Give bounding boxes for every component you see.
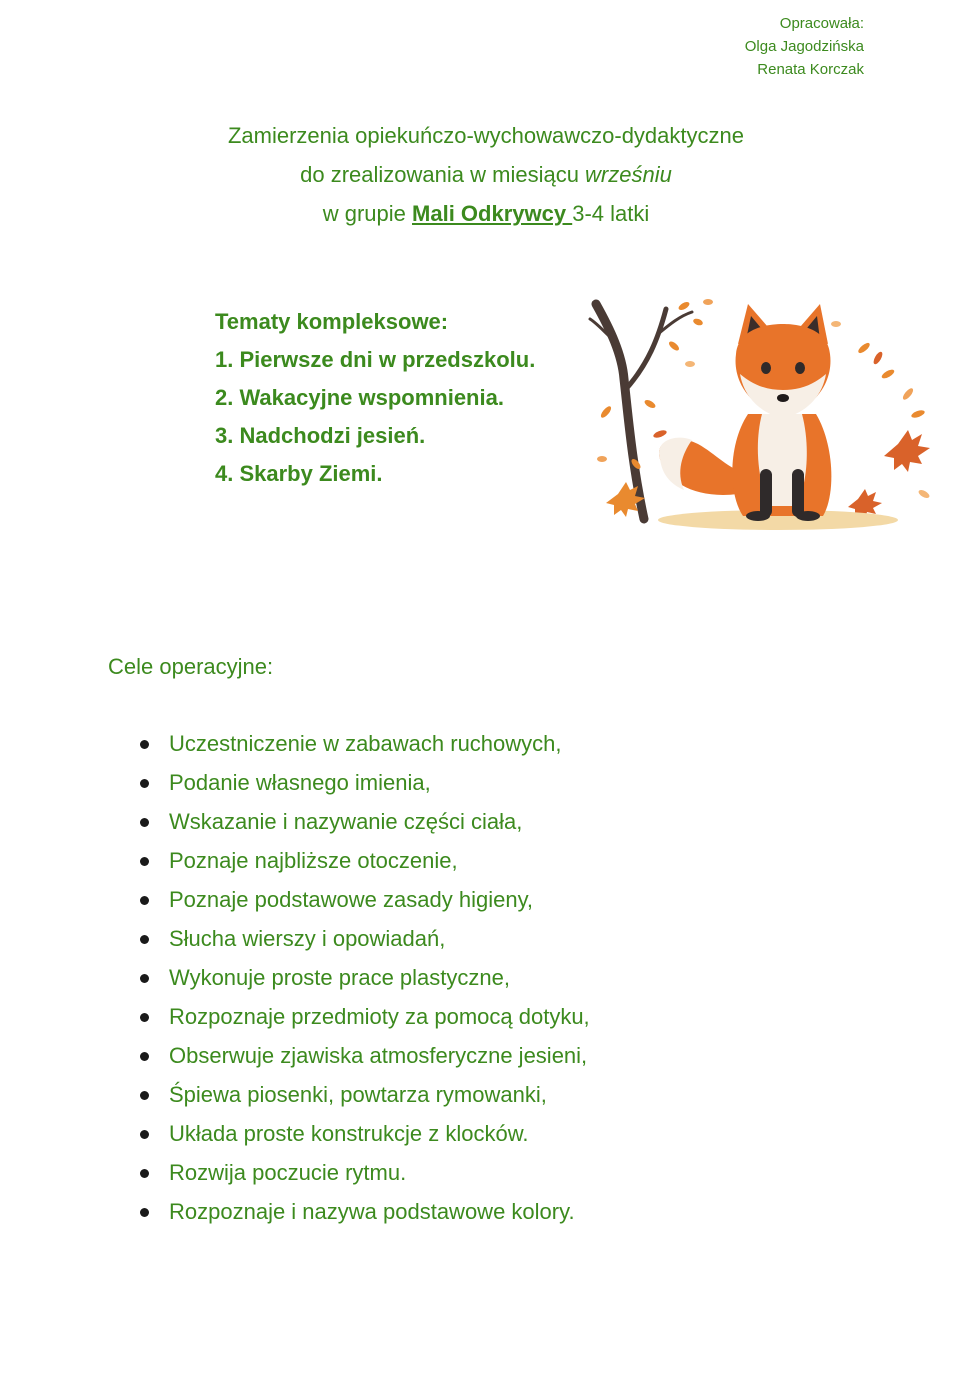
- bullet-icon: [140, 1130, 149, 1139]
- goal-text: Uczestniczenie w zabawach ruchowych,: [169, 731, 562, 756]
- list-item: [140, 1192, 590, 1231]
- authors-block: [745, 12, 864, 81]
- bullet-icon: [140, 1208, 149, 1217]
- goal-text: Słucha wierszy i opowiadań,: [169, 926, 446, 951]
- title-age: 3-4 latki: [572, 201, 650, 226]
- goal-text: Układa proste konstrukcje z klocków.: [169, 1121, 529, 1146]
- fox-autumn-illustration: [588, 294, 940, 534]
- title-line-1: Zamierzenia opiekuńczo-wychowawczo-dydaktyczne: [227, 123, 744, 148]
- author-name: Olga Jagodzińska: [744, 38, 864, 55]
- bullet-icon: [140, 1169, 149, 1178]
- document-title: [0, 116, 972, 233]
- bullet-icon: [140, 935, 149, 944]
- list-item: [140, 997, 590, 1036]
- group-name: Mali Odkrywcy: [412, 201, 573, 226]
- goal-text: Rozpoznaje przedmioty za pomocą dotyku,: [169, 1004, 590, 1029]
- topics-section: [215, 303, 535, 493]
- list-item: [140, 841, 590, 880]
- fox-nose: [777, 394, 789, 402]
- fox-eye-right: [795, 362, 805, 374]
- bullet-icon: [140, 1013, 149, 1022]
- goal-text: Poznaje najbliższe otoczenie,: [169, 848, 458, 873]
- topic-item: 4. Skarby Ziemi.: [215, 461, 383, 486]
- goal-text: Wskazanie i nazywanie części ciała,: [169, 809, 523, 834]
- title-line-2: [0, 155, 972, 194]
- goal-text: Śpiewa piosenki, powtarza rymowanki,: [169, 1082, 547, 1107]
- bullet-icon: [140, 974, 149, 983]
- bullet-icon: [140, 818, 149, 827]
- goal-text: Wykonuje proste prace plastyczne,: [169, 965, 510, 990]
- list-item: [140, 1036, 590, 1075]
- title-line-3: [0, 194, 972, 233]
- goal-text: Obserwuje zjawiska atmosferyczne jesieni,: [169, 1043, 588, 1068]
- bullet-icon: [140, 779, 149, 788]
- list-item: [140, 1153, 590, 1192]
- list-item: [140, 1075, 590, 1114]
- bullet-icon: [140, 1091, 149, 1100]
- author-name: Renata Korczak: [757, 61, 864, 78]
- bullet-icon: [140, 740, 149, 749]
- bullet-icon: [140, 896, 149, 905]
- topic-item: 1. Pierwsze dni w przedszkolu.: [215, 347, 536, 372]
- list-item: [140, 1114, 590, 1153]
- topics-list: [215, 341, 535, 493]
- title-month-prefix: do zrealizowania w miesiącu: [300, 162, 586, 187]
- title-month: wrześniu: [585, 162, 672, 187]
- list-item: [140, 802, 590, 841]
- topic-item: 3. Nadchodzi jesień.: [215, 423, 426, 448]
- list-item: [140, 919, 590, 958]
- goals-heading: Cele operacyjne:: [108, 654, 274, 679]
- goal-text: Rozpoznaje i nazywa podstawowe kolory.: [169, 1199, 575, 1224]
- goal-text: Poznaje podstawowe zasady higieny,: [169, 887, 534, 912]
- title-group-prefix: w grupie: [322, 201, 413, 226]
- list-item: [140, 880, 590, 919]
- list-item: [140, 724, 590, 763]
- list-item: [140, 763, 590, 802]
- goal-text: Podanie własnego imienia,: [169, 770, 431, 795]
- authors-label: Opracowała:: [779, 15, 864, 32]
- list-item: [140, 958, 590, 997]
- goal-text: Rozwija poczucie rytmu.: [169, 1160, 407, 1185]
- topic-item: 2. Wakacyjne wspomnienia.: [215, 385, 504, 410]
- bullet-icon: [140, 857, 149, 866]
- fox-eye-left: [761, 362, 771, 374]
- goals-list: [140, 724, 590, 1231]
- bullet-icon: [140, 1052, 149, 1061]
- topics-heading: Tematy kompleksowe:: [215, 309, 449, 334]
